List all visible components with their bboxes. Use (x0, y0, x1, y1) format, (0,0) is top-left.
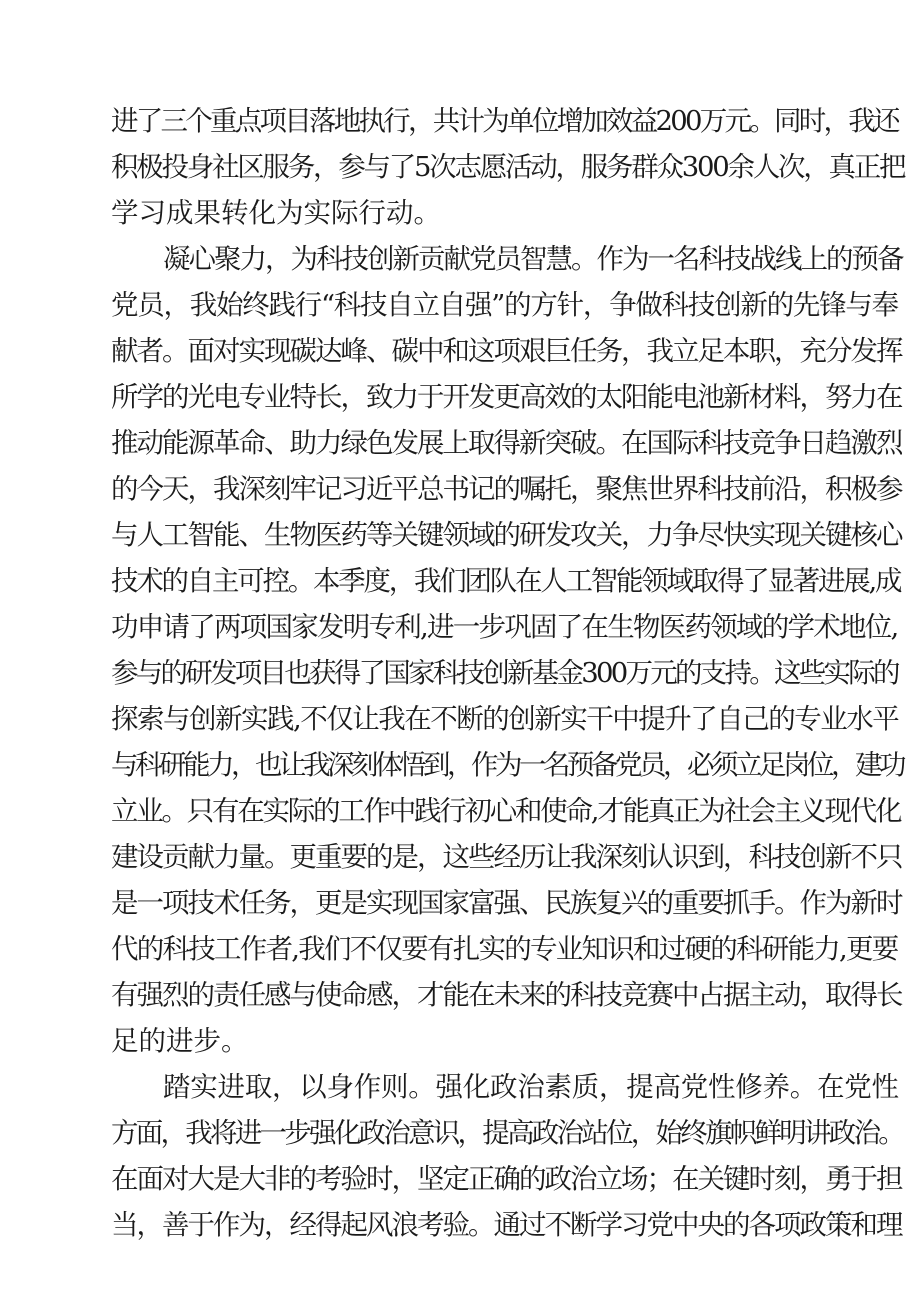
text-line: 技术的自主可控。本季度，我们团队在人工智能领域取得了显著进展,成 (111, 565, 901, 597)
text-line: 有强烈的责任感与使命感，才能在未来的科技竞赛中占据主动，取得长 (111, 979, 902, 1011)
text-line: 建设贡献力量。更重要的是，这些经历让我深刻认识到，科技创新不只 (111, 841, 902, 873)
text-line: 探索与创新实践,不仅让我在不断的创新实干中提升了自己的专业水平 (111, 703, 899, 735)
text-line: 献者。面对实现碳达峰、碳中和这项艰巨任务，我立足本职，充分发挥 (111, 335, 902, 367)
text-line: 积极投身社区服务，参与了5次志愿活动，服务群众300余人次，真正把 (111, 151, 905, 183)
text-line: 与人工智能、生物医药等关键领域的研发攻关，力争尽快实现关键核心 (111, 519, 902, 551)
text-line: 进了三个重点项目落地执行，共计为单位增加效益200万元。同时，我还 (111, 105, 898, 137)
text-line: 在面对大是大非的考验时，坚定正确的政治立场；在关键时刻，勇于担 (111, 1163, 902, 1195)
text-line: 推动能源革命、助力绿色发展上取得新突破。在国际科技竞争日趋激烈 (111, 427, 902, 459)
text-line: 方面，我将进一步强化政治意识，提高政治站位，始终旗帜鲜明讲政治。 (111, 1117, 903, 1149)
text-line: 所学的光电专业特长，致力于开发更高效的太阳能电池新材料，努力在 (111, 381, 902, 413)
text-line: 与科研能力，也让我深刻体悟到，作为一名预备党员，必须立足岗位，建功 (111, 749, 903, 781)
text-line: 是一项技术任务，更是实现国家富强、民族复兴的重要抓手。作为新时 (111, 887, 902, 919)
text-line: 凝心聚力，为科技创新贡献党员智慧。作为一名科技战线上的预备 (163, 243, 903, 275)
text-line: 党员，我始终践行“科技自立自强”的方针，争做科技创新的先锋与奉 (111, 289, 898, 321)
text-line: 参与的研发项目也获得了国家科技创新基金300万元的支持。这些实际的 (111, 657, 898, 689)
text-line: 踏实进取，以身作则。强化政治素质，提高党性修养。在党性 (163, 1071, 899, 1103)
text-line: 立业。只有在实际的工作中践行初心和使命,才能真正为社会主义现代化 (111, 795, 901, 827)
text-line: 的今天，我深刻牢记习近平总书记的嘱托，聚焦世界科技前沿，积极参 (111, 473, 902, 505)
text-line: 功申请了两项国家发明专利,进一步巩固了在生物医药领域的学术地位, (111, 611, 898, 643)
text-line: 当，善于作为，经得起风浪考验。通过不断学习党中央的各项政策和理 (111, 1209, 902, 1241)
text-line: 学习成果转化为实际行动。 (111, 197, 441, 229)
text-line: 足的进步。 (111, 1025, 249, 1057)
text-line: 代的科技工作者,我们不仅要有扎实的专业知识和过硬的科研能力,更要 (111, 933, 898, 965)
